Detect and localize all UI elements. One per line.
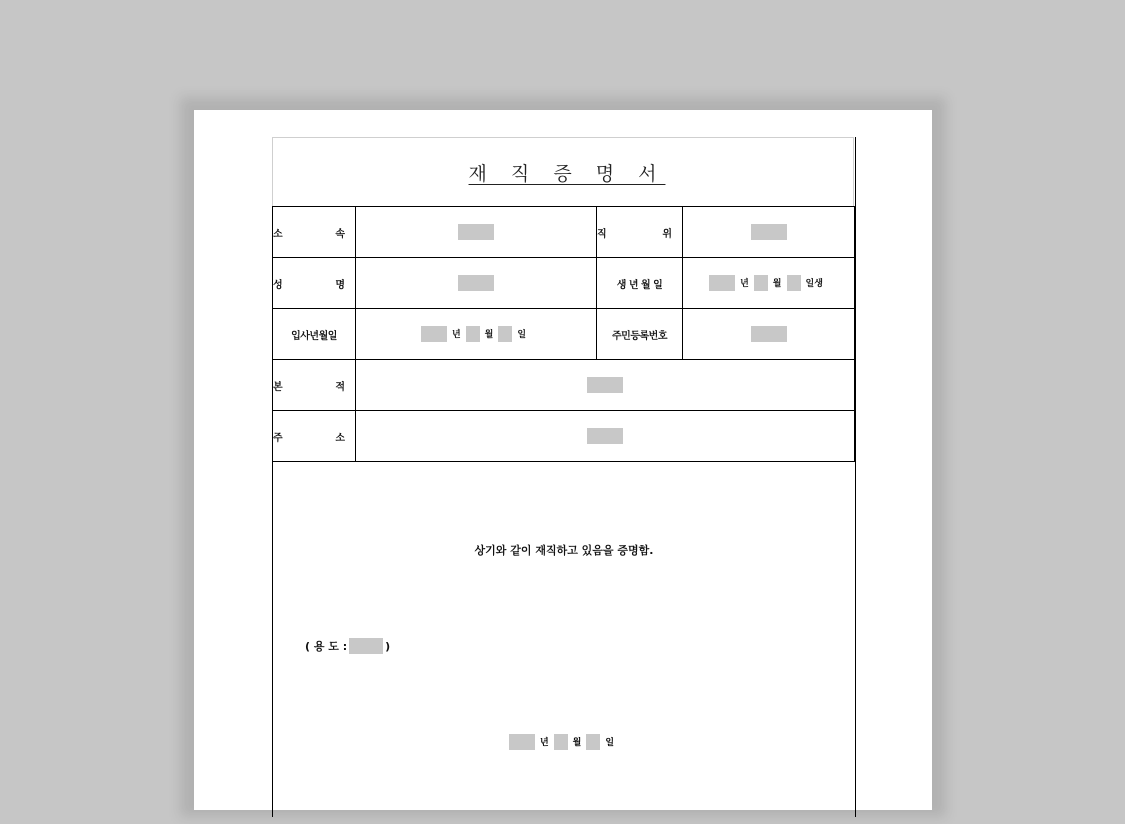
birth-date-value: 년 월 일생	[683, 258, 855, 309]
resident-id-label: 주민등록번호	[597, 309, 683, 360]
table-row	[273, 360, 855, 411]
hire-date-label: 입사년월일	[273, 309, 356, 360]
redacted-value	[349, 638, 383, 654]
name-label: 성 명	[273, 258, 356, 309]
redacted-value	[554, 734, 568, 750]
redacted-value	[421, 326, 447, 342]
redacted-value	[751, 224, 787, 240]
position-value	[683, 207, 855, 258]
redacted-value	[509, 734, 535, 750]
affiliation-value	[356, 207, 597, 258]
address-value	[356, 411, 855, 462]
position-label: 직 위	[597, 207, 683, 258]
redacted-value	[498, 326, 512, 342]
document-page	[194, 110, 932, 810]
name-value	[356, 258, 597, 309]
table-row	[273, 309, 855, 360]
redacted-value	[587, 377, 623, 393]
birth-date-label: 생 년 월 일	[597, 258, 683, 309]
redacted-value	[751, 326, 787, 342]
issue-date: 년 월 일	[273, 734, 855, 750]
table-row	[273, 411, 855, 462]
hire-date-value: 년 월 일	[356, 309, 597, 360]
redacted-value	[458, 224, 494, 240]
address-label: 주 소	[273, 411, 356, 462]
table-row	[273, 258, 855, 309]
redacted-value	[754, 275, 768, 291]
redacted-value	[787, 275, 801, 291]
document-title: 재 직 증 명 서	[468, 162, 666, 185]
redacted-value	[586, 734, 600, 750]
redacted-value	[709, 275, 735, 291]
redacted-value	[466, 326, 480, 342]
certification-statement: 상기와 같이 재직하고 있음을 증명함.	[474, 544, 654, 557]
info-table	[272, 206, 855, 462]
redacted-value	[458, 275, 494, 291]
redacted-value	[587, 428, 623, 444]
certificate-body	[273, 464, 855, 824]
title-box	[272, 137, 854, 206]
domicile-value	[356, 360, 855, 411]
certificate-form	[272, 137, 856, 817]
affiliation-label: 소 속	[273, 207, 356, 258]
purpose-line: ( 용 도 : )	[305, 639, 391, 653]
domicile-label: 본 적	[273, 360, 356, 411]
table-row	[273, 207, 855, 258]
resident-id-value	[683, 309, 855, 360]
